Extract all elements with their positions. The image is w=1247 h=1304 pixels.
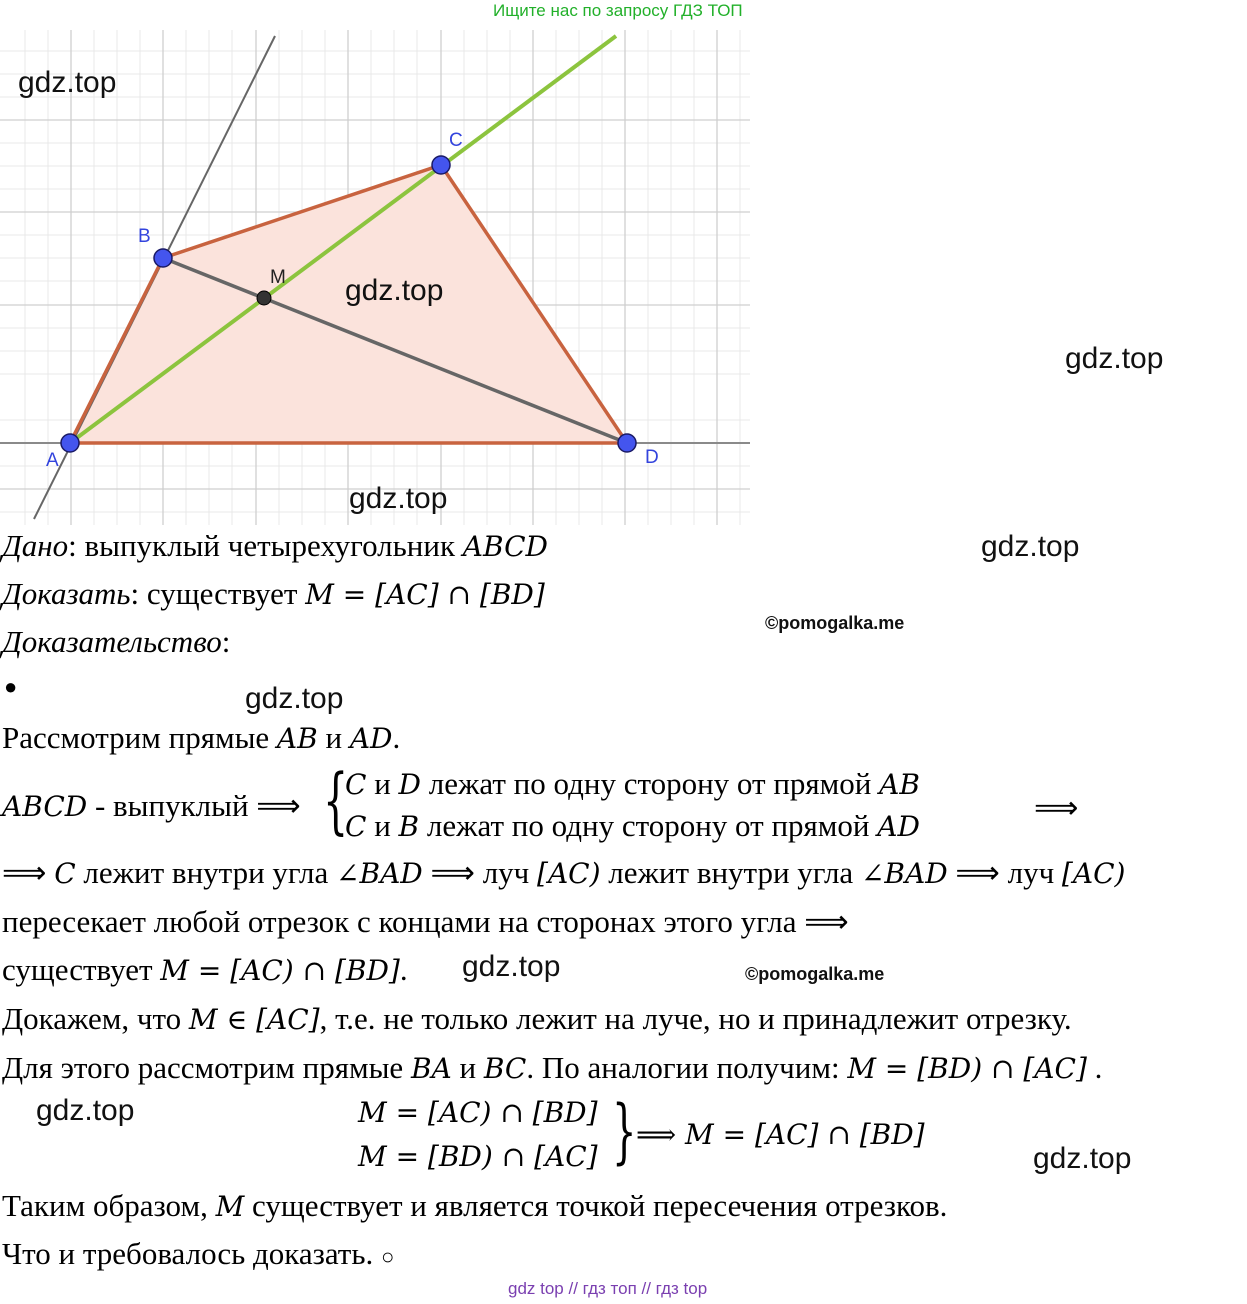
label-d: D: [645, 447, 659, 468]
copyright-mark: ©pomogalka.me: [745, 964, 885, 984]
angle-line: ⟹ C лежит внутри угла ∠BAD ⟹ луч [AC) лежит внутри угла ∠BAD ⟹ луч [AC): [2, 855, 1126, 890]
analogy-line: Для этого рассмотрим прямые BA и BC. По аналогии получим: M = [BD) ∩ [AC] .: [2, 1050, 1103, 1085]
exists-line: существует M = [AC) ∩ [BD].: [2, 952, 408, 987]
conclusion-line: Таким образом, M существует и является точкой пересечения отрезков.: [2, 1188, 948, 1223]
watermark: gdz.top: [462, 950, 561, 983]
watermark: gdz.top: [349, 482, 448, 515]
vertex-c[interactable]: [432, 156, 450, 174]
system-line-2: C и B лежат по одну сторону от прямой AD: [345, 808, 920, 843]
vertex-b[interactable]: [154, 249, 172, 267]
qed-mark: ○: [381, 1244, 395, 1269]
label-a: A: [46, 450, 59, 471]
prove-segment-line: Докажем, что M ∈ [AC], т.е. не только лежит на луче, но и принадлежит отрезку.: [2, 1001, 1072, 1036]
given-line: Дано: выпуклый четырехугольник ABCD: [2, 528, 548, 563]
intersect-line: пересекает любой отрезок с концами на сторонах этого угла ⟹: [2, 904, 849, 939]
label-b: B: [138, 226, 151, 247]
watermark: gdz.top: [18, 66, 117, 99]
proof-heading: Доказательство:: [2, 624, 231, 659]
point-m[interactable]: [257, 291, 271, 305]
system-line-1: C и D лежат по одну сторону от прямой AB: [345, 766, 920, 801]
system-b-line-2: M = [BD) ∩ [AC]: [358, 1140, 598, 1173]
copyright-mark: ©pomogalka.me: [765, 613, 905, 633]
label-c: C: [449, 130, 463, 151]
system-b-result: ⟹ M = [AC] ∩ [BD]: [636, 1118, 925, 1151]
watermark: gdz.top: [981, 530, 1080, 563]
watermark: gdz.top: [36, 1094, 135, 1127]
convex-line: ABCD - выпуклый ⟹: [2, 788, 301, 823]
watermark: gdz.top: [1065, 342, 1164, 375]
footer-links[interactable]: gdz top // гдз топ // гдз top: [508, 1279, 708, 1298]
implies-arrow: ⟹: [1034, 790, 1079, 825]
system-b-brace: }: [612, 1090, 637, 1172]
label-m: M: [270, 267, 286, 288]
watermark: gdz.top: [1033, 1142, 1132, 1175]
watermark: gdz.top: [245, 682, 344, 715]
vertex-a[interactable]: [61, 434, 79, 452]
search-banner[interactable]: Ищите нас по запросу ГДЗ ТОП: [493, 1, 743, 20]
bullet: ●: [4, 674, 18, 699]
watermark: gdz.top: [345, 274, 444, 307]
prove-line: Доказать: существует M = [AC] ∩ [BD]: [2, 576, 545, 611]
system-brace: {: [323, 758, 349, 842]
vertex-d[interactable]: [618, 434, 636, 452]
consider-line: Рассмотрим прямые AB и AD.: [2, 720, 401, 755]
system-b-line-1: M = [AC) ∩ [BD]: [358, 1096, 598, 1129]
qed-line: Что и требовалось доказать. ○: [2, 1236, 395, 1271]
